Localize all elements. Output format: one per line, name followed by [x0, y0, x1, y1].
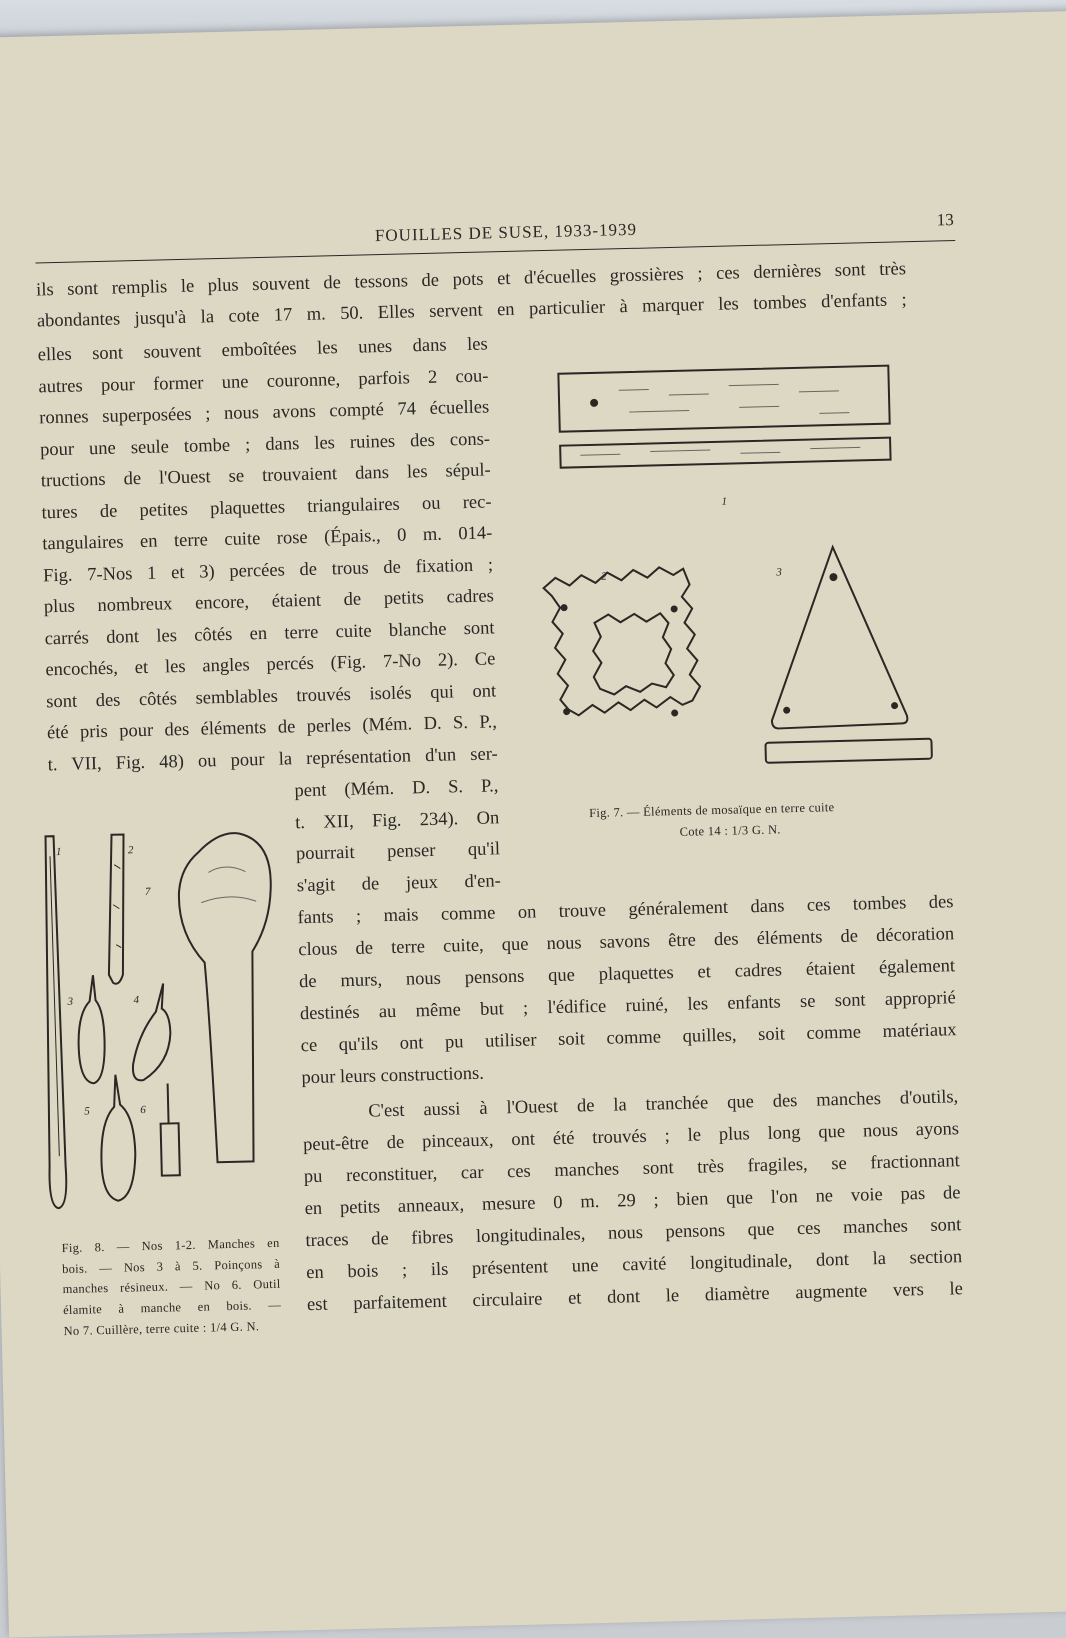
- figure-8-caption: [61, 1233, 281, 1341]
- figure-label: 6: [140, 1104, 146, 1117]
- text-line: tures de petites plaquettes triangulaires ou rec-: [41, 492, 492, 524]
- text-line: fants ; mais comme on trouve généralement dans ces tombes des: [297, 892, 954, 929]
- figure-8-drawing: [29, 821, 289, 1227]
- running-head: [35, 210, 955, 263]
- figure-label: 2: [127, 844, 134, 857]
- figure-7-caption: [589, 795, 910, 844]
- tool-handle: [161, 1123, 180, 1175]
- text-line: t. XII, Fig. 234). On: [295, 808, 500, 834]
- text-line: est parfaitement circulaire et dont le diamètre augmente vers le: [306, 1279, 964, 1316]
- caption-line: Cote 14 : 1/3 G. N.: [679, 822, 781, 839]
- text-line: ronnes superposées ; nous avons compté 74 écuelles: [39, 397, 490, 429]
- figure-label: 2: [601, 570, 607, 583]
- caption-line: Fig. 8. — Nos 1-2. Manches en: [61, 1235, 280, 1256]
- spoon: [177, 832, 277, 1163]
- triangle-plaque-edge: [765, 739, 931, 763]
- text-line: ce qu'ils ont pu utiliser soit comme quilles, soit comme matériaux: [300, 1020, 957, 1057]
- fixing-hole: [590, 399, 598, 407]
- text-line: elles sont souvent emboîtées les unes dans les: [37, 334, 488, 366]
- text-line: C'est aussi à l'Ouest de la tranchée que des manches d'outils,: [368, 1087, 959, 1122]
- text-line: abondantes jusqu'à la cote 17 m. 50. Elles servent en particulier à marquer les tombes d'enfants ;: [36, 290, 907, 332]
- text-line: ils sont remplis le plus souvent de tessons de pots et d'écuelles grossières ; ces dernières sont très: [35, 259, 907, 301]
- figure-label: 5: [84, 1105, 90, 1118]
- text-line: clous de terre cuite, que nous savons être des éléments de décoration: [298, 924, 955, 961]
- fixing-hole: [783, 707, 790, 714]
- fixing-hole: [561, 604, 568, 611]
- text-line: plus nombreux encore, étaient de petits cadres: [43, 586, 495, 618]
- text-line: pent (Mém. D. S. P.,: [294, 776, 499, 802]
- text-line: été pris pour des éléments de perles (Mém. D. S. P.,: [46, 712, 498, 744]
- awl-3: [77, 975, 106, 1084]
- notched-frame-inner: [592, 613, 674, 695]
- book-page: [0, 10, 1066, 1637]
- caption-line: manches résineux. — No 6. Outil: [62, 1277, 281, 1297]
- page-number: 13: [936, 210, 954, 230]
- figure-7-drawing: [508, 345, 918, 765]
- caption-line: élamite à manche en bois. —: [62, 1297, 282, 1317]
- text-line: pour leurs constructions.: [301, 1063, 485, 1089]
- text-line: en petits anneaux, mesure 0 m. 29 ; bien que l'on ne voie pas de: [304, 1183, 961, 1220]
- text-line: pu reconstituer, car ces manches sont très fragiles, se fractionnant: [303, 1151, 960, 1188]
- running-title: FOUILLES DE SUSE, 1933-1939: [374, 219, 638, 246]
- text-line: s'agit de jeux d'en-: [296, 871, 502, 897]
- short-handle: [106, 834, 128, 983]
- caption-line: bois. — Nos 3 à 5. Poinçons à: [61, 1256, 281, 1276]
- awl-5: [99, 1074, 136, 1201]
- figure-label: 4: [133, 994, 140, 1007]
- text-line: de murs, nous pensons que plaquettes et cadres étaient également: [298, 956, 956, 993]
- fixing-hole: [671, 709, 678, 716]
- fixing-hole: [891, 702, 898, 709]
- rect-plaque-edge: [560, 438, 890, 468]
- text-line: traces de fibres longitudinales, nous pensons que ces manches sont: [305, 1215, 962, 1252]
- text-line: destinés au même but ; l'édifice ruiné, les enfants se sont approprié: [299, 988, 956, 1025]
- figure-label: 3: [67, 995, 74, 1008]
- rect-plaque-face: [558, 366, 889, 432]
- text-line: pourrait penser qu'il: [295, 839, 501, 865]
- long-handle: [41, 836, 67, 1208]
- text-line: Fig. 7-Nos 1 et 3) percées de trous de fixation ;: [42, 555, 494, 587]
- figure-label: 7: [144, 885, 151, 898]
- text-line: autres pour former une couronne, parfois 2 cou-: [38, 366, 489, 398]
- text-line: tructions de l'Ouest se trouvaient dans les sépul-: [40, 460, 491, 492]
- figure-label: 1: [55, 846, 62, 859]
- text-line: en bois ; ils présentent une cavité longitudinale, dont la section: [306, 1247, 963, 1284]
- text-line: encochés, et les angles percés (Fig. 7-No 2). Ce: [45, 649, 496, 681]
- fixing-hole: [829, 573, 837, 581]
- caption-line: No 7. Cuillère, terre cuite : 1/4 G. N.: [63, 1318, 260, 1338]
- figure-label: 3: [776, 566, 782, 579]
- triangle-plaque: [768, 545, 908, 728]
- text-line: tangulaires en terre cuite rose (Épais., 0 m. 014-: [42, 523, 493, 555]
- text-line: sont des côtés semblables trouvés isolés qui ont: [46, 681, 497, 713]
- text-line: carrés dont les côtés en terre cuite blanche sont: [44, 618, 495, 650]
- caption-line: Fig. 7. — Éléments de mosaïque en terre cuite: [588, 800, 835, 821]
- notched-frame-outer: [543, 566, 701, 716]
- text-line: peut-être de pinceaux, ont été trouvés ; le plus long que nous ayons: [302, 1119, 960, 1156]
- text-line: pour une seule tombe ; dans les ruines des cons-: [39, 429, 491, 461]
- text-line: t. VII, Fig. 48) ou pour la représentation d'un ser-: [47, 744, 498, 776]
- fixing-hole: [671, 605, 678, 612]
- figure-label: 1: [721, 495, 728, 508]
